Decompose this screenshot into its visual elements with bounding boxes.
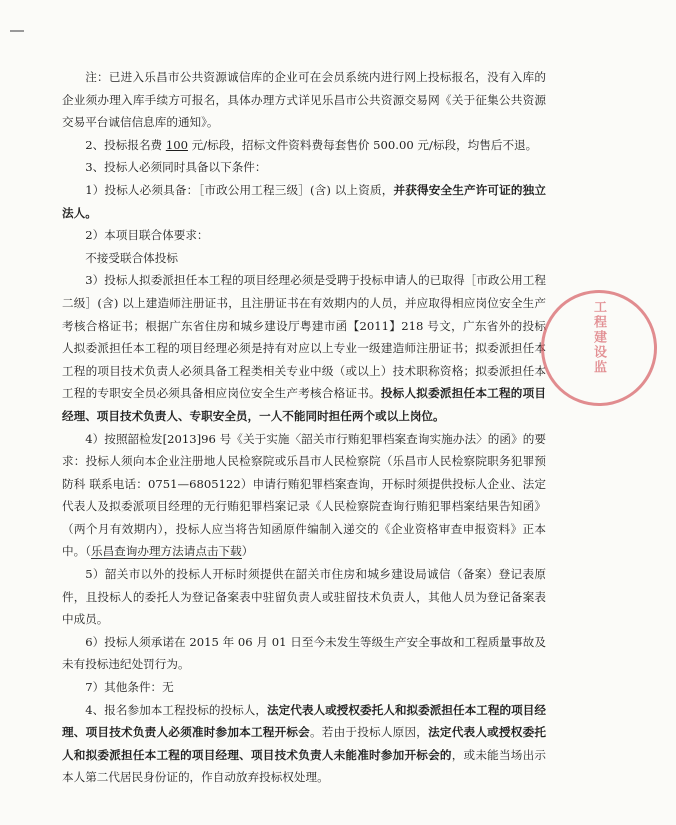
registration-fee: 100 xyxy=(165,137,188,152)
attendance-paragraph: 4、报名参加本工程投标的投标人，法定代表人或授权委托人和拟委派担任本工程的项目经理、项目技术负责人必须准时参加本工程开标会。若由于投标人原因，法定代表人或授权委托人和拟委派担任本工程的项目经理、项目技术负责人未能准时参加开标会的，或未能当场出示本人第二代居民身份证的，作自动放弃投标权处理。 xyxy=(62,702,546,785)
condition-4: 4）按照韶检发[2013]96 号《关于实施〈韶关市行贿犯罪档案查询实施办法〉的函》的要求：投标人须向本企业注册地人民检察院或乐昌市人民检察院（乐昌市人民检察院职务犯罪预防科 联系电话：0751—6805122）申请行贿犯罪档案查询，开标时须提供投标人企业、法定代表人及拟委派项目经理的无行贿犯罪档案记录《人民检察院查询行贿犯罪档案结果告知函》（两个月有效期内），投标人应当将告知函原件编制入递交的《企业资格审查申报资料》正本中。（乐昌查询办理方法请点击下载） xyxy=(62,431,546,559)
condition-3: 3）投标人拟委派担任本工程的项目经理必须是受聘于投标申请人的已取得［市政公用工程二级］(含) 以上建造师注册证书，且注册证书在有效期内的人员，并应取得相应岗位安全生产考核合格证书；根据广东省住房和城乡建设厅粤建市函【2011】218 号文，广东省外的投标人拟委派担任本工程的项目经理必须是持有对应以上专业一级建造师注册证书；拟委派担任本工程的项目技术负责人必须具备工程类相关专业中级（或以上）技术职称资格；拟委派担任本工程的专职安全员必须具备相应岗位安全生产考核合格证书。投标人拟委派担任本工程的项目经理、项目技术负责人、专职安全员，一人不能同时担任两个或以上岗位。 xyxy=(62,273,546,423)
condition-7: 7）其他条件：无 xyxy=(85,680,174,695)
official-seal-text: 工程建设监 xyxy=(591,300,606,375)
note-paragraph: 注：已进入乐昌市公共资源诚信库的企业可在会员系统内进行网上投标报名，没有入库的企业须办理入库手续方可报名，具体办理方式详见乐昌市公共资源交易网《关于征集公共资源交易平台诚信信息库的通知》。 xyxy=(62,70,546,130)
condition-6: 6）投标人须承诺在 2015 年 06 月 01 日至今未发生等级生产安全事故和工程质量事故及未有投标违纪处罚行为。 xyxy=(62,634,546,672)
download-link[interactable]: 乐昌查询办理方法请点击下载 xyxy=(90,544,242,559)
scan-mark xyxy=(10,30,24,32)
fee-paragraph: 2、投标报名费 100 元/标段，招标文件资料费每套售价 500.00 元/标段，均售后不退。 xyxy=(85,137,538,152)
condition-1: 1）投标人必须具备：［市政公用工程三级］(含) 以上资质，并获得安全生产许可证的独立法人。 xyxy=(62,182,546,220)
condition-5: 5）韶关市以外的投标人开标时须提供在韶关市住房和城乡建设局诚信（备案）登记表原件，且投标人的委托人为登记备案表中驻留负责人或驻留技术负责人，其他人员为登记备案表中成员。 xyxy=(62,567,546,627)
document-body xyxy=(62,66,546,789)
condition-2: 2）本项目联合体要求： xyxy=(85,228,209,243)
condition-2-detail: 不接受联合体投标 xyxy=(85,250,178,265)
conditions-heading: 3、投标人必须同时具备以下条件： xyxy=(85,160,267,175)
